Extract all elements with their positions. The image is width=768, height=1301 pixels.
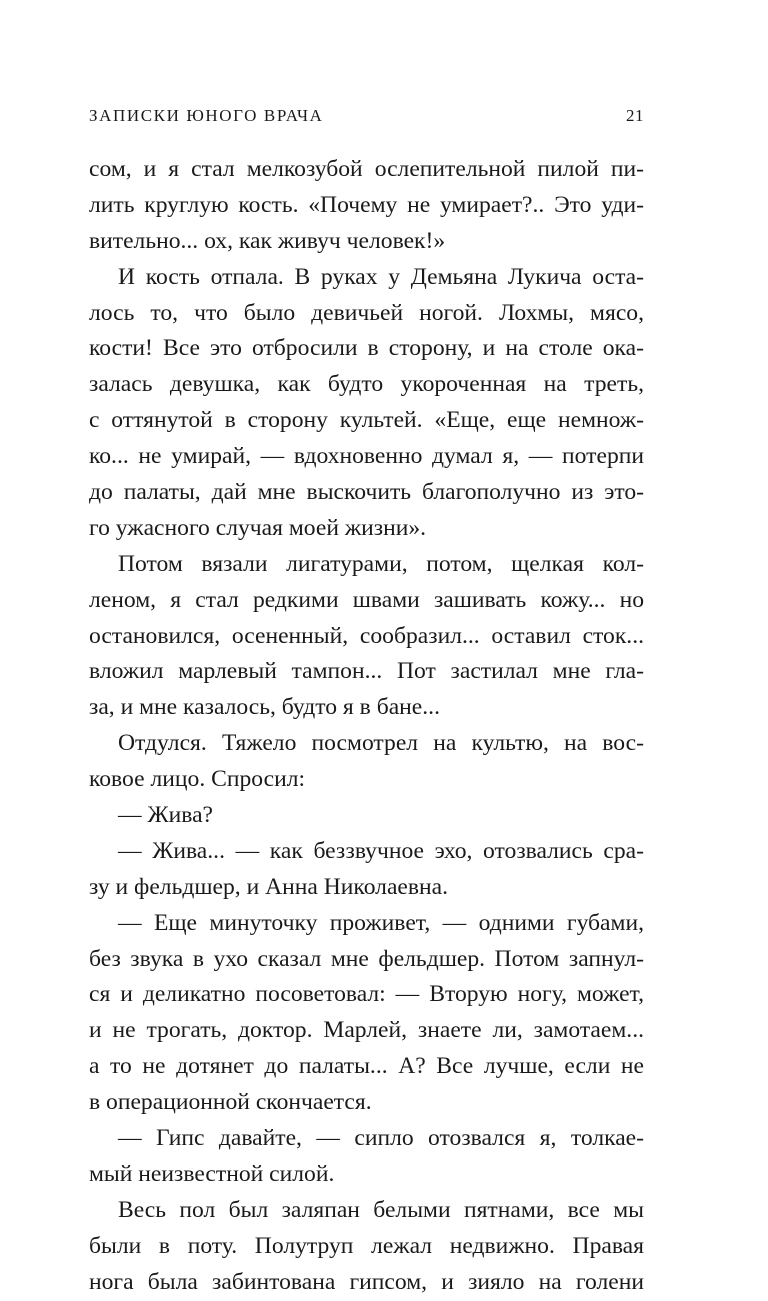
text-line: были в поту. Полутруп лежал недвижно. Правая [89, 1232, 644, 1259]
text-line: зу и фельдшер, и Анна Николаевна. [89, 873, 449, 900]
text-line: ковое лицо. Спросил: [89, 766, 306, 793]
text-line: с оттянутой в сторону культей. «Еще, еще немнож- [89, 407, 644, 434]
text-line: ся и деликатно посоветовал: — Вторую ногу, может, [89, 981, 644, 1008]
text-line: вложил марлевый тампон... Пот застилал мне гла- [89, 658, 644, 685]
text-line: вительно... ох, как живуч человек!» [89, 227, 446, 254]
text-line: Потом вязали лигатурами, потом, щелкая кол- [118, 550, 644, 577]
text-line: сом, и я стал мелкозубой ослепительной пилой пи- [89, 156, 644, 182]
text-line: за, и мне казалось, будто я в бане... [89, 694, 440, 721]
text-line: в операционной скончается. [89, 1089, 372, 1116]
text-line: лось то, что было девичьей ногой. Лохмы, мясо, [89, 299, 644, 326]
text-line: леном, я стал редкими швами зашивать кожу... но [89, 586, 644, 613]
running-header [89, 106, 644, 126]
running-title: ЗАПИСКИ ЮНОГО ВРАЧА [89, 106, 324, 125]
text-line: без звука в ухо сказал мне фельдшер. Потом запнул- [89, 945, 644, 972]
text-line: лить круглую кость. «Почему не умирает?.. Это уди- [89, 191, 644, 218]
text-line: — Жива? [118, 802, 214, 829]
body-text [89, 152, 644, 1301]
text-line: — Гипс давайте, — сипло отозвался я, толкае- [118, 1125, 644, 1152]
text-line: И кость отпала. В руках у Демьяна Лукича оста- [118, 263, 644, 290]
text-line: залась девушка, как будто укороченная на треть, [89, 371, 644, 398]
text-line: и не трогать, доктор. Марлей, знаете ли, замотаем... [89, 1017, 644, 1044]
text-line: а то не дотянет до палаты... А? Все лучше, если не [89, 1053, 644, 1080]
text-line: до палаты, дай мне выскочить благополучно из это- [89, 479, 644, 506]
text-line: остановился, осененный, сообразил... оставил сток... [89, 622, 644, 649]
page-number: 21 [626, 106, 644, 125]
text-line: — Жива... — как беззвучное эхо, отозвались сра- [118, 837, 644, 864]
text-line: Отдулся. Тяжело посмотрел на культю, на вос- [118, 730, 644, 757]
text-line: ко... не умирай, — вдохновенно думал я, — потерпи [89, 443, 644, 470]
text-line: го ужасного случая моей жизни». [89, 514, 427, 541]
text-line: кости! Все это отбросили в сторону, и на столе ока- [89, 335, 644, 362]
text-line: — Еще минуточку проживет, — одними губами, [118, 909, 644, 936]
text-line: Весь пол был заляпан белыми пятнами, все мы [118, 1196, 644, 1223]
text-line: нога была забинтована гипсом, и зияло на голени [89, 1268, 644, 1295]
text-line: мый неизвестной силой. [89, 1160, 335, 1187]
